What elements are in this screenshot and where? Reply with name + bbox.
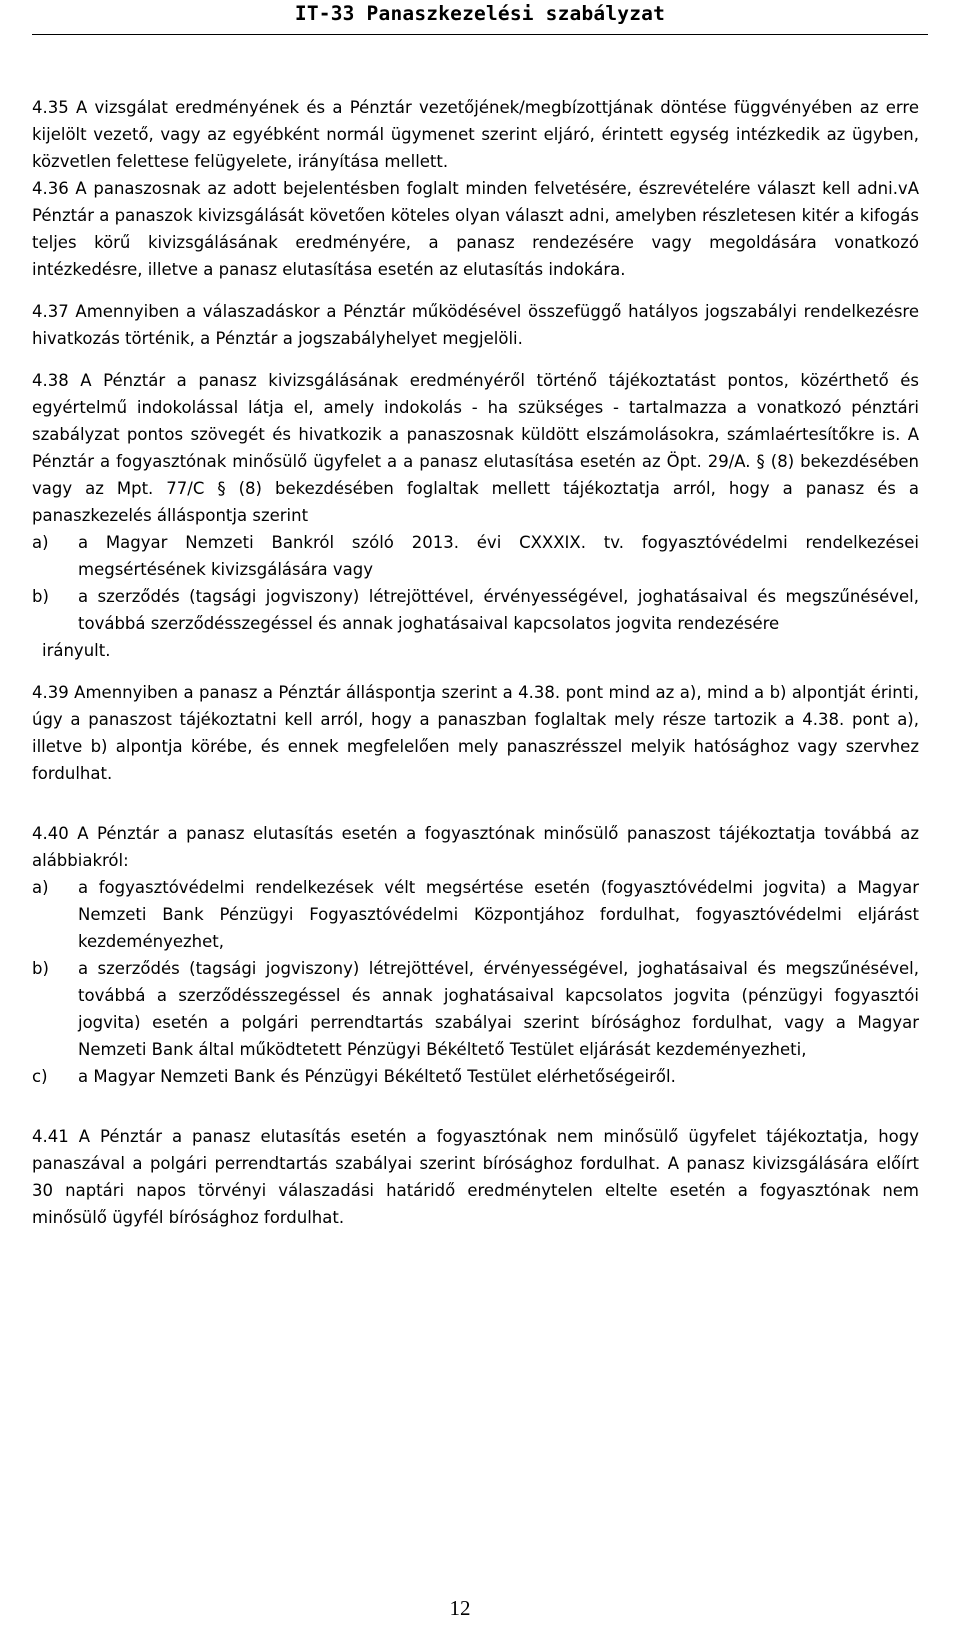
section-4-40-intro: 4.40 A Pénztár a panasz elutasítás esetén a fogyasztónak minősülő panaszost tájékoztatja továbbá az alábbiakról: [32,824,919,870]
section-4-40-item-a [32,874,919,955]
list-item-label: a) [32,533,49,552]
section-4-40-item-b [32,955,919,1063]
document-body [32,94,919,1231]
section-4-35: 4.35 A vizsgálat eredményének és a Pénztár vezetőjének/megbízottjának döntése függvényében az erre kijelölt vezető, vagy az egyébként normál ügymenet szerint eljáró, érintett egység intézkedik az ügyben, közvetlen felettese felügyelete, irányítása mellett. [32,98,919,171]
section-4-38-item-a [32,529,919,583]
section-4-40-item-c [32,1063,919,1090]
header-divider [32,34,928,35]
section-4-36: 4.36 A panaszosnak az adott bejelentésben foglalt minden felvetésére, észrevételére választ kell adni.vA Pénztár a panaszok kivizsgálását követően köteles olyan választ adni, amelyben részletesen kitér a kifogás teljes körű kivizsgálásának eredményére, a panasz rendezésére vagy megoldására vonatkozó intézkedésre, illetve a panasz elutasítása esetén az elutasítás indokára. [32,179,919,279]
section-4-38-tail: irányult. [42,641,111,660]
section-4-39: 4.39 Amennyiben a panasz a Pénztár álláspontja szerint a 4.38. pont mind az a), mind a b) alpontját érinti, úgy a panaszost tájékoztatni kell arról, hogy a panaszban foglaltak mely része tartozik a 4.38. pont a), illetve b) alpontja körébe, és ennek megfelelően mely panaszrésszel melyik hatósághoz vagy szervhez fordulhat. [32,683,919,783]
list-item-label: b) [32,959,49,978]
section-4-38-item-b [32,583,919,637]
list-item-text: a szerződés (tagsági jogviszony) létrejöttével, érvényességével, joghatásaival és megszűnésével, továbbá szerződésszegéssel és annak joghatásaival kapcsolatos jogvita rendezésére [78,587,919,633]
list-item-text: a Magyar Nemzeti Bank és Pénzügyi Békéltető Testület elérhetőségeiről. [78,1067,676,1086]
list-item-label: b) [32,587,49,606]
list-item-label: a) [32,878,49,897]
page-number: 12 [449,1596,471,1620]
page-header-title: IT-33 Panaszkezelési szabályzat [294,2,666,25]
list-item-label: c) [32,1067,48,1086]
section-4-37: 4.37 Amennyiben a válaszadáskor a Pénztár működésével összefüggő hatályos jogszabályi rendelkezésre hivatkozás történik, a Pénztár a jogszabályhelyet megjelöli. [32,302,919,348]
list-item-text: a szerződés (tagsági jogviszony) létrejöttével, érvényességével, joghatásaival és megszűnésével, továbbá a szerződésszegéssel és annak joghatásaival kapcsolatos jogvita (pénzügyi fogyasztói jogvita) esetén a polgári perrendtartás szabályai szerint bírósághoz fordulhat, vagy a Magyar Nemzeti Bank által működtetett Pénzügyi Békéltető Testület eljárását kezdeményezheti, [78,959,919,1059]
section-4-38-intro: 4.38 A Pénztár a panasz kivizsgálásának eredményéről történő tájékoztatást pontos, közérthető és egyértelmű indokolással látja el, amely indokolás - ha szükséges - tartalmazza a vonatkozó pénztári szabályzat pontos szövegét és hivatkozik a panaszosnak küldött elszámolásokra, számlaértesítőkre is. A Pénztár a fogyasztónak minősülő ügyfelet a a panasz elutasítása esetén az Öpt. 29/A. § (8) bekezdésében vagy az Mpt. 77/C § (8) bekezdésében foglaltak mellett tájékoztatja arról, hogy a panasz és a panaszkezelés álláspontja szerint [32,371,919,525]
list-item-text: a fogyasztóvédelmi rendelkezések vélt megsértése esetén (fogyasztóvédelmi jogvita) a Magyar Nemzeti Bank Pénzügyi Fogyasztóvédelmi Központjához fordulhat, fogyasztóvédelmi eljárást kezdeményezhet, [78,878,919,951]
list-item-text: a Magyar Nemzeti Bankról szóló 2013. évi CXXXIX. tv. fogyasztóvédelmi rendelkezései megsértésének kivizsgálására vagy [78,533,919,579]
section-4-41: 4.41 A Pénztár a panasz elutasítás esetén a fogyasztónak nem minősülő ügyfelet tájékoztatja, hogy panaszával a polgári perrendtartás szabályai szerint bírósághoz fordulhat. A panasz kivizsgálására előírt 30 naptári napos törvényi válaszadási határidő eredménytelen eltelte esetén a fogyasztónak nem minősülő ügyfél bírósághoz fordulhat. [32,1127,919,1227]
